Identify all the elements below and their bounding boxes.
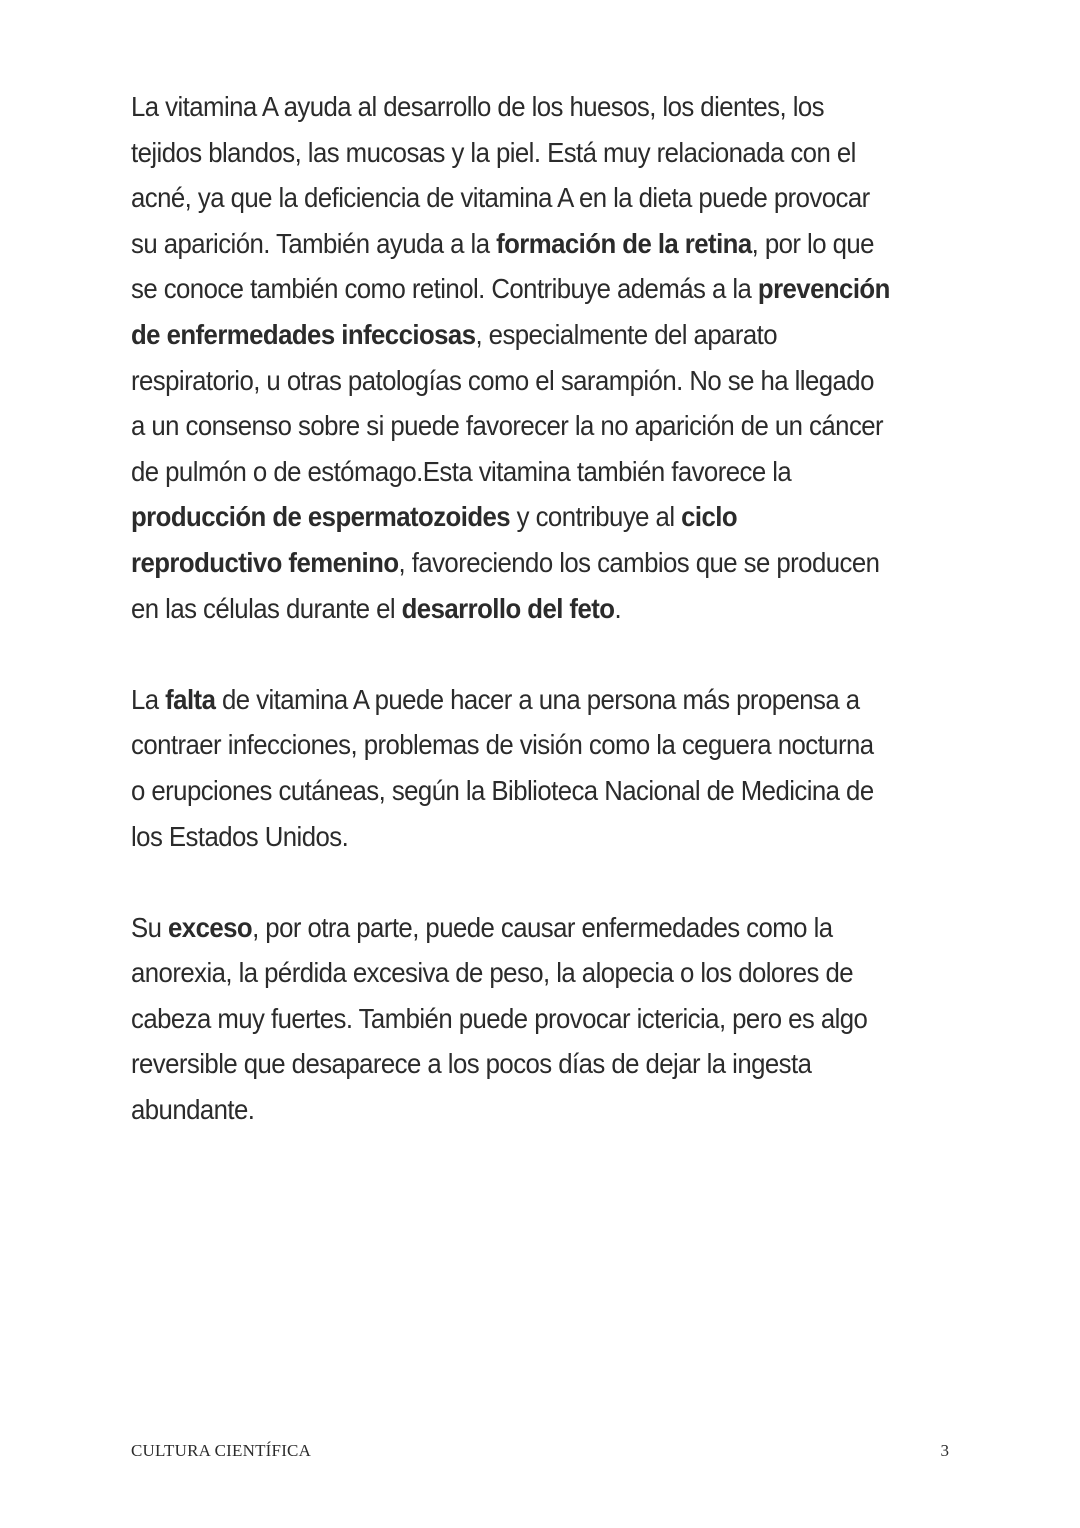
- paragraph-vitamin-a-excess: [131, 905, 890, 1133]
- text-segment: La: [131, 683, 166, 715]
- bold-segment: desarrollo del feto: [401, 592, 615, 624]
- text-segment: Su: [131, 911, 169, 943]
- text-segment: , favoreciendo los cambios que se producen en las células durante el: [131, 546, 880, 624]
- bold-segment: formación de la retina: [496, 227, 752, 259]
- text-segment: , por otra parte, puede causar enfermedades como la anorexia, la pérdida excesiva de peso, la alopecia o los dolores de cabeza muy fuertes. También puede provocar ictericia, pero es algo reversible que desaparece a los pocos días de dejar la ingesta abundante.: [131, 911, 868, 1126]
- bold-segment: ciclo reproductivo femenino: [131, 501, 738, 578]
- text-segment: , especialmente del aparato respiratorio, u otras patologías como el sarampión. No se ha llegado a un consenso sobre si puede favorecer la no aparición de un cáncer de pulmón o de estómago.Esta vitamina también favorece la: [131, 318, 884, 487]
- footer-page-number: 3: [940, 1441, 949, 1460]
- bold-segment: exceso: [168, 911, 253, 943]
- text-segment: y contribuye al: [510, 501, 682, 533]
- paragraph-vitamin-a-deficiency: [131, 677, 890, 859]
- bold-segment: prevención de enfermedades infecciosas: [131, 273, 890, 350]
- text-segment: La vitamina A ayuda al desarrollo de los huesos, los dientes, los tejidos blandos, las mucosas y la piel. Está muy relacionada con el acné, ya que la deficiencia de vitamina A en la dieta puede provocar su aparición. También ayuda a la: [131, 91, 870, 259]
- footer-publication-name: CULTURA CIENTÍFICA: [131, 1441, 312, 1460]
- bold-segment: falta: [165, 683, 216, 715]
- text-segment: .: [614, 592, 622, 624]
- text-segment: de vitamina A puede hacer a una persona más propensa a contraer infecciones, problemas de visión como la ceguera nocturna o erupciones cutáneas, según la Biblioteca Nacional de Medicina de los Estados Unidos.: [131, 683, 874, 852]
- paragraph-vitamin-a-benefits: [131, 84, 890, 631]
- bold-segment: producción de espermatozoides: [131, 501, 511, 533]
- text-segment: , por lo que se conoce también como retinol. Contribuye además a la: [131, 227, 874, 305]
- article-body: [131, 84, 890, 1178]
